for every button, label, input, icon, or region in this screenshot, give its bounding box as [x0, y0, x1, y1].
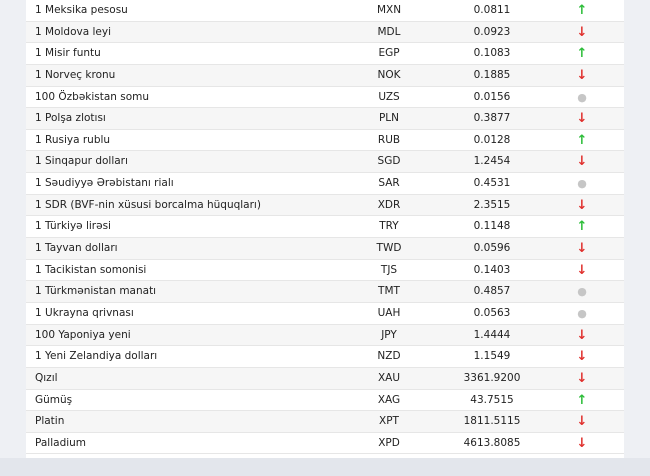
currency-code: XPD — [378, 436, 400, 449]
dot-icon: ● — [577, 90, 587, 104]
rate-value: 3361.9200 — [463, 371, 521, 384]
currency-code: SGD — [377, 155, 401, 168]
table-row — [26, 281, 624, 303]
currency-name: 1 SDR (BVF-nin xüsusi borcalma hüquqları) — [35, 198, 261, 211]
currency-code: XPT — [379, 415, 399, 428]
table-row — [26, 433, 624, 455]
table-row — [26, 0, 624, 22]
arrow-up-icon: ↑ — [576, 3, 588, 18]
currency-name: 1 Ukrayna qrivnası — [35, 306, 134, 319]
rate-value: 0.1403 — [473, 263, 511, 276]
currency-code: RUB — [377, 133, 401, 146]
table-row — [26, 108, 624, 130]
rate-value: 1.2454 — [473, 155, 511, 168]
currency-name: 1 Tayvan dolları — [35, 242, 118, 255]
currency-name: Palladium — [35, 436, 87, 449]
currency-code: TRY — [379, 220, 399, 233]
arrow-up-icon: ↑ — [576, 219, 588, 235]
table-row — [26, 65, 624, 87]
currency-code: UZS — [378, 90, 400, 103]
currency-name: 1 Meksika pesosu — [35, 4, 128, 16]
currency-code: NZD — [377, 350, 401, 363]
table-row — [26, 411, 624, 433]
currency-name: 100 Özbəkistan somu — [35, 90, 150, 103]
arrow-down-icon: ↓ — [576, 67, 588, 83]
arrow-down-icon: ↓ — [576, 241, 588, 257]
currency-name: 1 Misir funtu — [35, 47, 101, 60]
currency-name: 1 Tacikistan somonisi — [35, 263, 147, 276]
rate-value: 1811.5115 — [463, 415, 521, 428]
rate-value: 0.0563 — [473, 306, 511, 319]
arrow-up-icon: ↑ — [576, 132, 588, 148]
dot-icon: ● — [577, 306, 587, 320]
arrow-down-icon: ↓ — [576, 327, 588, 343]
currency-code: MXN — [376, 4, 402, 16]
currency-name: 1 Türkiyə lirəsi — [35, 220, 111, 233]
arrow-up-icon: ↑ — [576, 392, 588, 408]
rate-value: 0.1148 — [473, 220, 511, 233]
rate-value: 0.0923 — [473, 25, 511, 38]
currency-code: XDR — [377, 198, 401, 211]
rate-value: 1.4444 — [473, 328, 511, 341]
rate-value: 0.1885 — [473, 68, 511, 81]
currency-code: UAH — [377, 306, 401, 319]
arrow-down-icon: ↓ — [576, 370, 588, 386]
currency-code: XAU — [377, 371, 401, 384]
arrow-down-icon: ↓ — [576, 262, 588, 278]
rate-value: 0.0596 — [473, 242, 511, 255]
currency-name: Platin — [35, 415, 65, 428]
arrow-down-icon: ↓ — [576, 111, 588, 127]
table-row — [26, 43, 624, 65]
arrow-down-icon: ↓ — [576, 349, 588, 365]
table-row — [26, 260, 624, 282]
arrow-down-icon: ↓ — [576, 154, 588, 170]
currency-name: 1 Moldova leyi — [35, 25, 112, 38]
table-row — [26, 173, 624, 195]
currency-name: 1 Səudiyyə Ərəbistanı rialı — [35, 177, 174, 190]
rate-value: 0.3877 — [473, 112, 511, 125]
rate-value: 0.1083 — [473, 47, 511, 60]
table-row — [26, 151, 624, 173]
currency-name: 100 Yaponiya yeni — [35, 328, 131, 341]
table-row — [26, 195, 624, 217]
arrow-down-icon: ↓ — [576, 197, 588, 213]
table-row — [26, 87, 624, 109]
table-row — [26, 325, 624, 347]
table-row — [26, 368, 624, 390]
currency-name: 1 Rusiya rublu — [35, 133, 111, 146]
exchange-rates-panel — [26, 0, 624, 458]
table-row — [26, 346, 624, 368]
arrow-down-icon: ↓ — [576, 24, 588, 40]
rate-value: 1.1549 — [473, 350, 511, 363]
table-row — [26, 22, 624, 44]
currency-name: 1 Norveç kronu — [35, 68, 116, 81]
currency-name: 1 Yeni Zelandiya dolları — [35, 350, 158, 363]
table-row — [26, 390, 624, 412]
table-row — [26, 303, 624, 325]
currency-name: Qızıl — [35, 371, 58, 384]
currency-code: TJS — [380, 263, 398, 276]
rate-value: 2.3515 — [473, 198, 511, 211]
page-bottom-band — [0, 458, 650, 476]
rate-value: 4613.8085 — [463, 436, 521, 449]
dot-icon: ● — [577, 285, 587, 299]
currency-code: XAG — [377, 393, 401, 406]
rate-value: 43.7515 — [470, 393, 514, 406]
dot-icon: ● — [577, 177, 587, 191]
table-row — [26, 238, 624, 260]
arrow-down-icon: ↓ — [576, 435, 588, 451]
rate-value: 0.4531 — [473, 177, 511, 190]
currency-code: JPY — [381, 328, 397, 341]
currency-name: Gümüş — [35, 393, 73, 406]
currency-code: NOK — [377, 68, 401, 81]
rate-value: 0.0128 — [473, 133, 511, 146]
currency-code: SAR — [378, 177, 400, 190]
currency-code: TWD — [376, 242, 402, 255]
currency-code: EGP — [378, 47, 400, 60]
rate-value: 0.0156 — [473, 90, 511, 103]
table-row — [26, 216, 624, 238]
currency-code: PLN — [378, 112, 400, 125]
currency-name: 1 Türkmənistan manatı — [35, 285, 157, 298]
exchange-rates-table — [26, 0, 624, 454]
currency-code: MDL — [377, 25, 401, 38]
currency-name: 1 Sinqapur dolları — [35, 155, 128, 168]
rate-value: 0.0811 — [473, 4, 511, 16]
arrow-down-icon: ↓ — [576, 414, 588, 430]
table-row — [26, 130, 624, 152]
currency-code: TMT — [378, 285, 400, 298]
currency-name: 1 Polşa zlotısı — [35, 112, 106, 125]
arrow-up-icon: ↑ — [576, 46, 588, 62]
rate-value: 0.4857 — [473, 285, 511, 298]
